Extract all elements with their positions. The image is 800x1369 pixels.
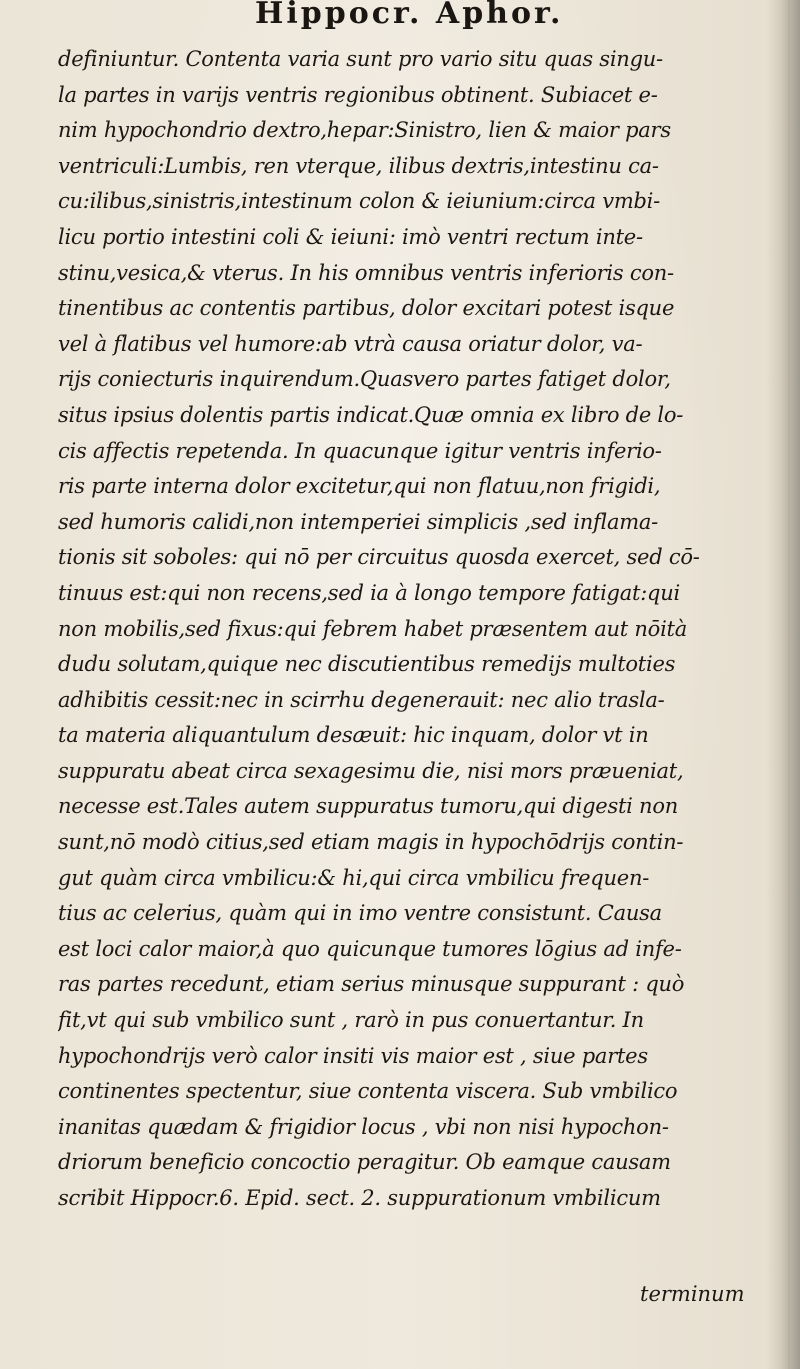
text-line: fit,vt qui sub vmbilico sunt , rarò in pus conuertantur. In — [58, 1008, 644, 1033]
text-line: nim hypochondrio dextro,hepar:Sinistro, lien & maior pars — [58, 118, 671, 143]
text-line: adhibitis cessit:nec in scirrhu degenerauit: nec alio trasla- — [58, 687, 665, 712]
text-line: est loci calor maior,à quo quicunque tumores lōgius ad infe- — [58, 936, 682, 961]
text-line: cis affectis repetenda. In quacunque igitur ventris inferio- — [58, 438, 662, 463]
text-line: ras partes recedunt, etiam serius minusque suppurant : quò — [58, 972, 685, 997]
text-line: ris parte interna dolor excitetur,qui non flatuu,non frigidi, — [58, 474, 661, 499]
text-line: rijs coniecturis inquirendum.Quasvero partes fatiget dolor, — [58, 367, 671, 392]
text-line: tionis sit soboles: qui nō per circuitus quosda exercet, sed cō- — [58, 545, 700, 570]
text-line: vel à flatibus vel humore:ab vtrà causa oriatur dolor, va- — [58, 331, 643, 356]
text-line: la partes in varijs ventris regionibus obtinent. Subiacet e- — [58, 82, 658, 107]
text-line: non mobilis,sed fixus:qui febrem habet præsentem aut nōità — [58, 616, 687, 641]
text-line: tius ac celerius, quàm qui in imo ventre consistunt. Causa — [58, 901, 662, 926]
text-line: dudu solutam,quique nec discutientibus remedijs multoties — [58, 652, 676, 677]
text-line: ventriculi:Lumbis, ren vterque, ilibus dextris,intestinu ca- — [58, 153, 659, 178]
text-line: sed humoris calidi,non intemperiei simplicis ,sed inflama- — [58, 509, 659, 534]
text-line: situs ipsius dolentis partis indicat.Quæ omnia ex libro de lo- — [58, 402, 684, 427]
text-line: tinentibus ac contentis partibus, dolor excitari potest isque — [58, 296, 675, 321]
running-title: Hippocr. Aphor. — [255, 0, 564, 31]
text-line: cu:ilibus,sinistris,intestinum colon & ieiunium:circa vmbi- — [58, 189, 660, 214]
body-text — [58, 42, 778, 1217]
text-line: licu portio intestini coli & ieiuni: imò ventri rectum inte- — [58, 224, 643, 249]
text-line: sunt,nō modò citius,sed etiam magis in hypochōdrijs contin- — [58, 830, 684, 855]
text-line: necesse est.Tales autem suppuratus tumoru,qui digesti non — [58, 794, 678, 819]
text-line: definiuntur. Contenta varia sunt pro vario situ quas singu- — [58, 47, 663, 71]
text-line: inanitas quædam & frigidior locus , vbi non nisi hypochon- — [58, 1114, 669, 1139]
running-header — [0, 0, 800, 46]
text-line: scribit Hippocr.6. Epid. sect. 2. suppurationum vmbilicum — [58, 1186, 661, 1210]
text-line: suppuratu abeat circa sexagesimu die, nisi mors præueniat, — [58, 758, 684, 783]
page-edge-line — [788, 0, 790, 1369]
text-line: gut quàm circa vmbilicu:& hi,qui circa vmbilicu frequen- — [58, 865, 650, 890]
text-line: hypochondrijs verò calor insiti vis maior est , siue partes — [58, 1043, 648, 1068]
text-line: driorum beneficio concoctio peragitur. Ob eamque causam — [58, 1150, 671, 1175]
text-line: continentes spectentur, siue contenta viscera. Sub vmbilico — [58, 1079, 678, 1104]
text-line: stinu,vesica,& vterus. In his omnibus ventris inferioris con- — [58, 260, 674, 285]
catchword: terminum — [640, 1282, 745, 1306]
text-line: tinuus est:qui non recens,sed ia à longo tempore fatigat:qui — [58, 580, 680, 605]
text-line: ta materia aliquantulum desæuit: hic inquam, dolor vt in — [58, 723, 649, 748]
